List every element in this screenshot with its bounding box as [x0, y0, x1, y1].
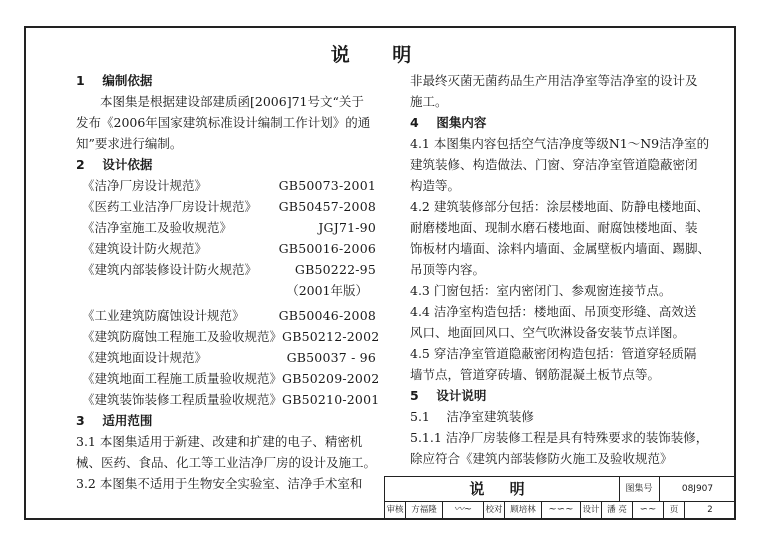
norm-name: 《洁净厂房设计规范》: [82, 178, 208, 193]
atlas-number: 08J907: [681, 484, 714, 494]
paragraph-line: 吊顶等内容。: [410, 262, 486, 277]
atlas-number-label: 图集号: [619, 477, 660, 501]
section-title: 编制依据: [102, 73, 153, 88]
section-4-heading: [410, 112, 720, 133]
paragraph-line: 知”要求进行编制。: [76, 136, 183, 151]
paragraph-line: 4.4 洁净室构造包括：楼地面、吊顶变形缝、高效送: [410, 304, 697, 319]
norm-name: 《建筑设计防火规范》: [82, 241, 208, 256]
reviewer-name: 方福隆: [406, 501, 443, 519]
norm-code: GB50046-2008: [278, 308, 376, 323]
designer-name: 潘 亮: [602, 501, 633, 519]
norm-code: GB50073-2001: [278, 178, 376, 193]
norm-code: GB50212-2002: [282, 329, 380, 344]
checker-name: 顾培林: [505, 501, 542, 519]
designer-signature: ∽~: [633, 501, 664, 519]
title-block: [384, 476, 736, 520]
subsection-heading: 5.1 洁净室建筑装修: [410, 409, 534, 424]
paragraph-line: 耐磨楼地面、现制水磨石楼地面、耐腐蚀楼地面、装: [410, 220, 698, 235]
reviewer-signature: 〰~: [443, 501, 484, 519]
norm-edition-note: （2001年版）: [286, 283, 368, 298]
title-block-signature-row: [385, 501, 735, 519]
section-title: 设计说明: [436, 388, 487, 403]
paragraph-line: 构造等。: [410, 178, 461, 193]
section-number: 1: [76, 73, 85, 88]
right-column: [410, 70, 720, 469]
norm-code: GB50016-2006: [278, 241, 376, 256]
paragraph-line: 3.1 本图集适用于新建、改建和扩建的电子、精密机: [76, 434, 363, 449]
paragraph-line: 5.1.1 洁净厂房装修工程是具有特殊要求的装饰装修，: [410, 430, 709, 445]
norm-entry: [76, 196, 376, 217]
section-5-heading: [410, 385, 720, 406]
section-1-heading: [76, 70, 376, 91]
title-block-title: 说 明: [385, 477, 620, 501]
paragraph-line: 本图集是根据建设部建质函[2006]71号文“关于: [100, 94, 364, 109]
norm-name: 《建筑防腐蚀工程施工及验收规范》: [82, 329, 283, 344]
norm-code: GB50210-2001: [282, 392, 380, 407]
norm-code: GB50222-95: [294, 262, 376, 277]
left-column: [76, 70, 380, 494]
norm-name: 《建筑地面设计规范》: [82, 350, 208, 365]
paragraph-line: 4.2 建筑装修部分包括：涂层楼地面、防静电楼地面、: [410, 199, 709, 214]
norm-entry: [76, 305, 376, 326]
page-number: 2: [707, 505, 713, 515]
norm-name: 《工业建筑防腐蚀设计规范》: [82, 308, 245, 323]
norm-name: 《建筑装饰装修工程质量验收规范》: [82, 392, 283, 407]
norm-code: GB50209-2002: [282, 371, 380, 386]
norm-code: JGJ71-90: [318, 220, 376, 235]
norm-entry: [76, 326, 380, 347]
check-label: 校对: [484, 501, 505, 519]
paragraph-line: 发布《2006年国家建筑标准设计编制工作计划》的通: [76, 115, 371, 130]
section-number: 2: [76, 157, 85, 172]
design-label: 设计: [581, 501, 602, 519]
norm-entry: [76, 238, 376, 259]
section-2-heading: [76, 154, 376, 175]
paragraph-line: 除应符合《建筑内部装修防火施工及验收规范》: [410, 451, 673, 466]
section-title: 图集内容: [436, 115, 487, 130]
section-number: 4: [410, 115, 419, 130]
norm-entry: [76, 347, 376, 368]
norm-name: 《建筑内部装修设计防火规范》: [82, 262, 258, 277]
paragraph-line: 施工。: [410, 94, 448, 109]
section-3-heading: [76, 410, 376, 431]
paragraph-line: 4.1 本图集内容包括空气洁净度等级N1～N9洁净室的: [410, 136, 710, 151]
section-number: 5: [410, 388, 419, 403]
paragraph-line: 墙节点，管道穿砖墙、钢筋混凝土板节点等。: [410, 367, 661, 382]
norm-code: GB50457-2008: [278, 199, 376, 214]
page-title: 说 明: [330, 44, 430, 66]
paragraph-line: 4.5 穿洁净室管道隐蔽密闭构造包括：管道穿轻质隔: [410, 346, 697, 361]
paragraph-line: 械、医药、食品、化工等工业洁净厂房的设计及施工。: [76, 455, 377, 470]
norm-name: 《洁净室施工及验收规范》: [82, 220, 233, 235]
section-number: 3: [76, 413, 85, 428]
paragraph-line: 风口、地面回风口、空气吹淋设备安装节点详图。: [410, 325, 686, 340]
norm-name: 《医药工业洁净厂房设计规范》: [82, 199, 258, 214]
norm-entry: [76, 217, 376, 238]
norm-entry: [76, 175, 376, 196]
review-label: 审核: [385, 501, 406, 519]
norm-entry: [76, 389, 380, 410]
norm-entry: [76, 368, 380, 389]
paragraph-line: 非最终灭菌无菌药品生产用洁净室等洁净室的设计及: [410, 73, 698, 88]
section-title: 适用范围: [102, 413, 153, 428]
norm-name: 《建筑地面工程施工质量验收规范》: [82, 371, 283, 386]
title-block-top-row: [385, 477, 735, 502]
paragraph-line: 3.2 本图集不适用于生物安全实验室、洁净手术室和: [76, 476, 363, 491]
page-label: 页: [664, 501, 685, 519]
checker-signature: ~∽~: [542, 501, 581, 519]
paragraph-line: 建筑装修、构造做法、门窗、穿洁净室管道隐蔽密闭: [410, 157, 698, 172]
section-title: 设计依据: [102, 157, 153, 172]
paragraph-line: 饰板材内墙面、涂料内墙面、金属壁板内墙面、踢脚、: [410, 241, 711, 256]
paragraph-line: 4.3 门窗包括：室内密闭门、参观窗连接节点。: [410, 283, 672, 298]
norm-code: GB50037 - 96: [286, 350, 376, 365]
norm-entry: [76, 259, 376, 280]
